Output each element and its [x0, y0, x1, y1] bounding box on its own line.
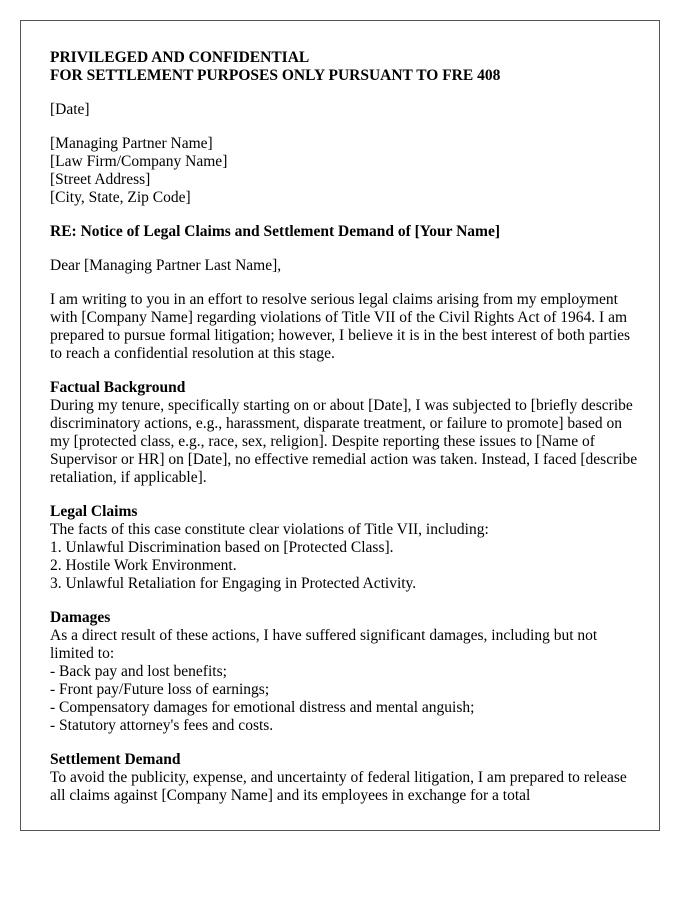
- section-legal-claims: [50, 503, 640, 593]
- recipient-street: [Street Address]: [50, 171, 151, 188]
- list-item: - Back pay and lost benefits;: [50, 663, 227, 680]
- list-item: 3. Unlawful Retaliation for Engaging in Protected Activity.: [50, 575, 417, 592]
- section-settlement-demand: [50, 751, 640, 805]
- recipient-city: [City, State, Zip Code]: [50, 189, 191, 206]
- list-item: 2. Hostile Work Environment.: [50, 557, 237, 574]
- list-item: - Compensatory damages for emotional distress and mental anguish;: [50, 699, 475, 716]
- header-line-privileged: PRIVILEGED AND CONFIDENTIAL: [50, 49, 310, 66]
- list-item: 1. Unlawful Discrimination based on [Protected Class].: [50, 539, 394, 556]
- letter-content: [50, 49, 640, 821]
- list-item: - Front pay/Future loss of earnings;: [50, 681, 270, 698]
- section-body-settlement: To avoid the publicity, expense, and uncertainty of federal litigation, I am prepared to release all claims against [Company Name] and its employees in exchange for a total: [50, 769, 627, 804]
- section-intro-legal: The facts of this case constitute clear violations of Title VII, including:: [50, 521, 489, 538]
- header-line-fre408: FOR SETTLEMENT PURPOSES ONLY PURSUANT TO FRE 408: [50, 67, 501, 84]
- subject-line: RE: Notice of Legal Claims and Settlement Demand of [Your Name]: [50, 223, 501, 240]
- letter-date: [Date]: [50, 101, 90, 118]
- intro-paragraph: I am writing to you in an effort to resolve serious legal claims arising from my employment with [Company Name] regarding violations of Title VII of the Civil Rights Act of 1964. I am prepared to pursue formal litigation; however, I believe it is in the best interest of both parties to reach a confidential resolution at this stage.: [50, 291, 631, 362]
- section-damages: [50, 609, 640, 735]
- salutation: Dear [Managing Partner Last Name],: [50, 257, 282, 274]
- letter-page: [20, 20, 660, 831]
- recipient-firm: [Law Firm/Company Name]: [50, 153, 228, 170]
- recipient-address: [50, 135, 640, 207]
- section-body-factual: During my tenure, specifically starting on or about [Date], I was subjected to [briefly describe discriminatory actions, e.g., harassment, disparate treatment, or failure to promote] based on my [protected class, e.g., race, sex, religion]. Despite reporting these issues to [Name of Supervisor or HR] on [Date], no effective remedial action was taken. Instead, I faced [describe retaliation, if applicable].: [50, 397, 638, 486]
- section-title-factual: Factual Background: [50, 379, 186, 396]
- confidentiality-header: [50, 49, 640, 85]
- section-factual-background: [50, 379, 640, 487]
- section-intro-damages: As a direct result of these actions, I have suffered significant damages, including but not limited to:: [50, 627, 598, 662]
- list-item: - Statutory attorney's fees and costs.: [50, 717, 274, 734]
- recipient-name: [Managing Partner Name]: [50, 135, 213, 152]
- section-title-damages: Damages: [50, 609, 111, 626]
- section-title-settlement: Settlement Demand: [50, 751, 181, 768]
- section-title-legal: Legal Claims: [50, 503, 138, 520]
